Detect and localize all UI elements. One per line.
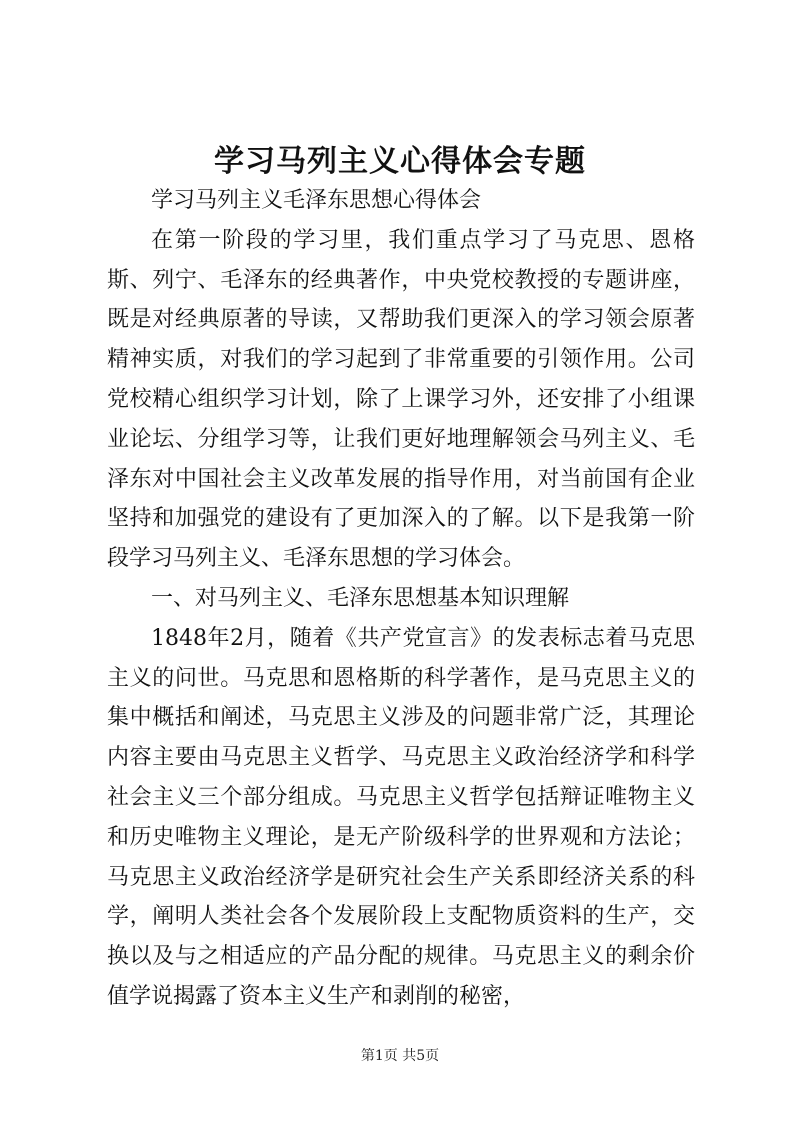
section-subtitle: 学习马列主义毛泽东思想心得体会 [151, 188, 482, 213]
body-paragraph: 在第一阶段的学习里，我们重点学习了马克思、恩格斯、列宁、毛泽东的经典著作，中央党校教授的专题讲座，既是对经典原著的导读，又帮助我们更深入的学习领会原著精神实质，对我们的学习起到了非常重要的引领作用。公司党校精心组织学习计划，除了上课学习外，还安排了小组课业论坛、分组学习等，让我们更好地理解领会马列主义、毛泽东对中国社会主义改革发展的指导作用，对当前国有企业坚持和加强党的建设有了更加深入的了解。以下是我第一阶段学习马列主义、毛泽东思想的学习体会。 [107, 227, 695, 572]
section-heading: 一、对马列主义、毛泽东思想基本知识理解 [151, 585, 570, 611]
page-number: 第1页 共5页 [360, 1048, 440, 1064]
body-paragraph: 1848年2月，随着《共产党宣言》的发表标志着马克思主义的问世。马克思和恩格斯的科学著作，是马克思主义的集中概括和阐述，马克思主义涉及的问题非常广泛，其理论内容主要由马克思主义哲学、马克思主义政治经济学和科学社会主义三个部分组成。马克思主义哲学包括辩证唯物主义和历史唯物主义理论，是无产阶级科学的世界观和方法论；马克思主义政治经济学是研究社会生产关系即经济关系的科学，阐明人类社会各个发展阶段上支配物质资料的生产，交换以及与之相适应的产品分配的规律。马克思主义的剩余价值学说揭露了资本主义生产和剥削的秘密， [107, 625, 695, 1009]
document-title: 学习马列主义心得体会专题 [214, 144, 586, 179]
document-body [107, 181, 695, 1017]
